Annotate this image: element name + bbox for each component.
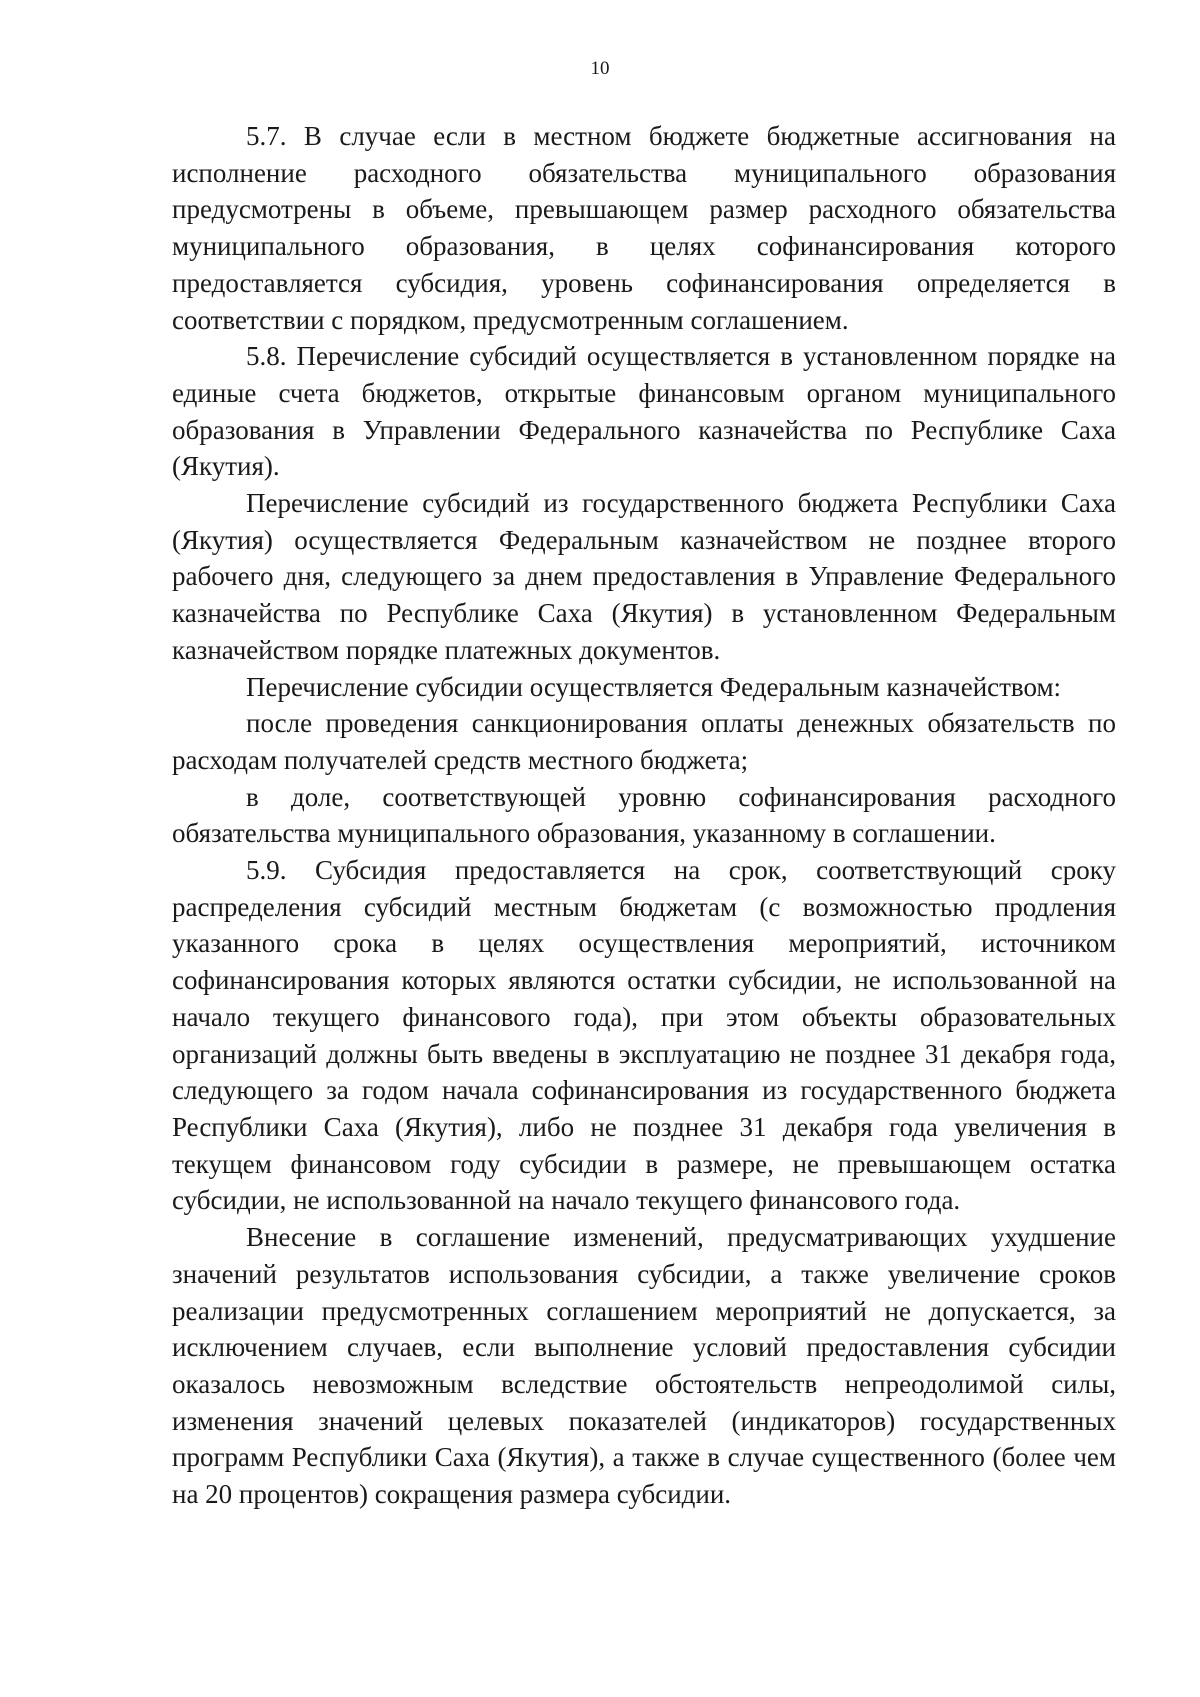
paragraph-5-8: 5.8. Перечисление субсидий осуществляется в установленном порядке на единые счета бюджетов, открытые финансовым органом муниципального образования в Управлении Федерального казначейства по Республике Саха (Якутия).: [172, 341, 1116, 482]
paragraph-transfer-condition-1: после проведения санкционирования оплаты денежных обязательств по расходам получателей средств местного бюджета;: [172, 708, 1116, 775]
paragraph-amendments: Внесение в соглашение изменений, предусматривающих ухудшение значений результатов использования субсидии, а также увеличение сроков реализации предусмотренных соглашением мероприятий не допускается, за исключением случаев, если выполнение условий предоставления субсидии оказалось невозможным вследствие обстоятельств непреодолимой силы, изменения значений целевых показателей (индикаторов) государственных программ Республики Саха (Якутия), а также в случае существенного (более чем на 20 процентов) сокращения размера субсидии.: [172, 1222, 1116, 1510]
paragraph-transfer-intro: Перечисление субсидии осуществляется Федеральным казначейством:: [246, 671, 1062, 702]
page-number: 10: [590, 58, 610, 79]
paragraph-5-7: 5.7. В случае если в местном бюджете бюджетные ассигнования на исполнение расходного обязательства муниципального образования предусмотрены в объеме, превышающем размер расходного обязательства муниципального образования, в целях софинансирования которого предоставляется субсидия, уровень софинансирования определяется в соответствии с порядком, предусмотренным соглашением.: [172, 121, 1116, 335]
document-body: [172, 118, 1116, 1513]
paragraph-transfer-condition-2: в доле, соответствующей уровню софинансирования расходного обязательства муниципального образования, указанному в соглашении.: [172, 781, 1116, 849]
paragraph-5-9: 5.9. Субсидия предоставляется на срок, соответствующий сроку распределения субсидий местным бюджетам (с возможностью продления указанного срока в целях осуществления мероприятий, источником софинансирования которых являются остатки субсидии, не использованной на начало текущего финансового года), при этом объекты образовательных организаций должны быть введены в эксплуатацию не позднее 31 декабря года, следующего за годом начала софинансирования из государственного бюджета Республики Саха (Якутия), либо не позднее 31 декабря года увеличения в текущем финансовом году субсидии в размере, не превышающем остатка субсидии, не использованной на начало текущего финансового года.: [172, 855, 1116, 1216]
paragraph-transfer-terms: Перечисление субсидий из государственного бюджета Республики Саха (Якутия) осуществляется Федеральным казначейством не позднее второго рабочего дня, следующего за днем предоставления в Управление Федерального казначейства по Республике Саха (Якутия) в установленном Федеральным казначейством порядке платежных документов.: [172, 488, 1116, 665]
